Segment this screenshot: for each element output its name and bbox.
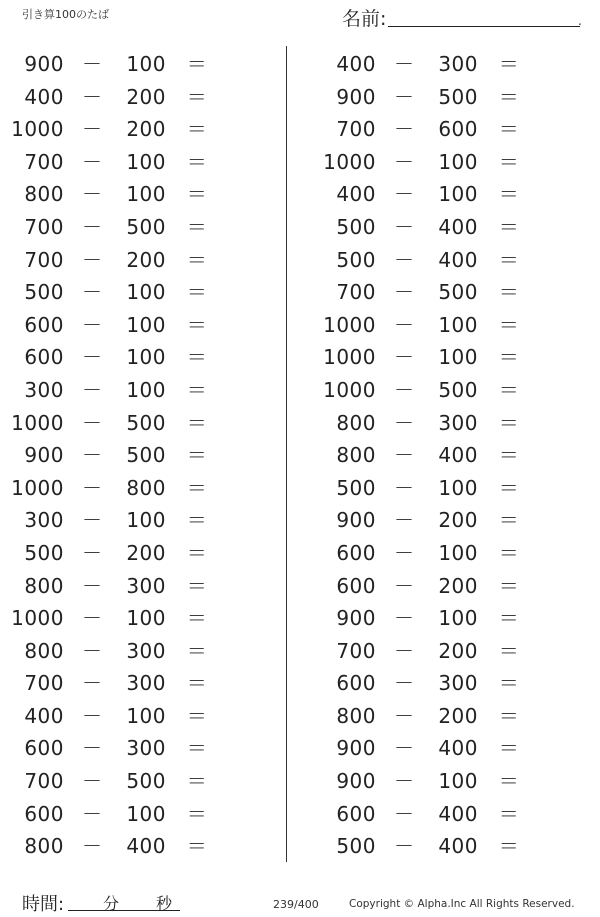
subtrahend: 800 <box>126 475 166 500</box>
equals-sign: ＝ <box>498 182 520 207</box>
equals-sign: ＝ <box>186 736 208 761</box>
minus-sign: － <box>82 377 103 402</box>
minus-sign: － <box>394 214 415 239</box>
minuend: 600 <box>24 312 64 337</box>
subtrahend: 100 <box>126 52 166 76</box>
minus-sign: － <box>394 801 415 826</box>
equals-sign: ＝ <box>186 540 208 565</box>
minus-sign: － <box>82 508 103 533</box>
equals-sign: ＝ <box>186 377 208 402</box>
minus-sign: － <box>82 606 103 631</box>
subtrahend: 300 <box>438 410 478 435</box>
subtrahend: 300 <box>126 638 166 663</box>
minus-sign: － <box>82 117 103 142</box>
equals-sign: ＝ <box>498 573 520 598</box>
minus-sign: － <box>394 377 415 402</box>
copyright-notice: Copyright © Alpha.Inc All Rights Reserved. <box>349 898 575 910</box>
minus-sign: － <box>394 703 415 728</box>
minus-sign: － <box>394 540 415 565</box>
equals-sign: ＝ <box>498 606 520 631</box>
minus-sign: － <box>82 149 103 174</box>
subtrahend: 100 <box>126 280 166 305</box>
subtrahend: 200 <box>438 573 478 598</box>
minuend: 400 <box>24 703 64 728</box>
minuend: 800 <box>336 443 376 468</box>
minuend: 400 <box>336 52 376 76</box>
subtrahend: 100 <box>126 149 166 174</box>
minus-sign: － <box>394 247 415 272</box>
subtrahend: 100 <box>438 312 478 337</box>
equals-sign: ＝ <box>186 671 208 696</box>
name-line-end-mark: . <box>578 14 582 28</box>
subtrahend: 400 <box>438 801 478 826</box>
minus-sign: － <box>82 475 103 500</box>
equals-sign: ＝ <box>498 247 520 272</box>
equals-sign: ＝ <box>498 834 520 859</box>
minus-sign: － <box>394 508 415 533</box>
equals-sign: ＝ <box>186 606 208 631</box>
minuend: 1000 <box>323 345 376 370</box>
minuend: 1000 <box>11 606 64 631</box>
equals-sign: ＝ <box>498 214 520 239</box>
equals-sign: ＝ <box>498 801 520 826</box>
minuend: 500 <box>336 214 376 239</box>
minuend: 1000 <box>11 410 64 435</box>
subtrahend: 400 <box>438 443 478 468</box>
minuend: 900 <box>336 736 376 761</box>
subtrahend: 100 <box>126 377 166 402</box>
equals-sign: ＝ <box>186 703 208 728</box>
minus-sign: － <box>82 182 103 207</box>
subtrahend: 400 <box>438 247 478 272</box>
minus-sign: － <box>82 834 103 859</box>
equals-sign: ＝ <box>186 84 208 109</box>
equals-sign: ＝ <box>186 312 208 337</box>
column-divider <box>286 46 287 862</box>
subtrahend: 100 <box>126 345 166 370</box>
equals-sign: ＝ <box>186 182 208 207</box>
subtrahend: 100 <box>438 149 478 174</box>
name-field <box>342 4 587 30</box>
equals-sign: ＝ <box>186 410 208 435</box>
minus-sign: － <box>82 769 103 794</box>
subtrahend: 200 <box>126 247 166 272</box>
subtrahend: 300 <box>438 52 478 76</box>
subtrahend: 100 <box>126 703 166 728</box>
equals-sign: ＝ <box>186 149 208 174</box>
minus-sign: － <box>394 606 415 631</box>
subtrahend: 400 <box>438 214 478 239</box>
minus-sign: － <box>394 573 415 598</box>
equals-sign: ＝ <box>498 149 520 174</box>
subtrahend: 400 <box>438 736 478 761</box>
minuend: 600 <box>24 345 64 370</box>
minuend: 700 <box>336 117 376 142</box>
minuend: 800 <box>24 182 64 207</box>
equals-sign: ＝ <box>186 52 208 76</box>
minuend: 900 <box>336 84 376 109</box>
subtrahend: 200 <box>126 117 166 142</box>
subtrahend: 300 <box>126 671 166 696</box>
subtrahend: 200 <box>126 540 166 565</box>
minuend: 700 <box>336 638 376 663</box>
minus-sign: － <box>82 280 103 305</box>
minuend: 600 <box>24 801 64 826</box>
minus-sign: － <box>82 736 103 761</box>
minus-sign: － <box>82 52 103 76</box>
minus-sign: － <box>394 410 415 435</box>
minuend: 1000 <box>323 312 376 337</box>
subtrahend: 200 <box>438 508 478 533</box>
equals-sign: ＝ <box>498 638 520 663</box>
minuend: 300 <box>24 377 64 402</box>
equals-sign: ＝ <box>498 769 520 794</box>
minuend: 500 <box>24 280 64 305</box>
page-number: 239/400 <box>273 898 319 911</box>
equals-sign: ＝ <box>498 736 520 761</box>
worksheet-title: 引き算100のたば <box>22 8 109 21</box>
seconds-label: 秒 <box>156 894 173 913</box>
minus-sign: － <box>82 312 103 337</box>
minus-sign: － <box>82 671 103 696</box>
equals-sign: ＝ <box>498 671 520 696</box>
minus-sign: － <box>394 671 415 696</box>
minuend: 1000 <box>11 475 64 500</box>
subtrahend: 100 <box>126 606 166 631</box>
name-label: 名前: <box>342 8 387 30</box>
minus-sign: － <box>394 84 415 109</box>
subtrahend: 200 <box>438 703 478 728</box>
minuend: 700 <box>24 769 64 794</box>
minuend: 900 <box>336 769 376 794</box>
minus-sign: － <box>394 475 415 500</box>
minuend: 500 <box>336 247 376 272</box>
subtrahend: 500 <box>438 84 478 109</box>
minus-sign: － <box>394 182 415 207</box>
minuend: 900 <box>24 52 64 76</box>
equals-sign: ＝ <box>186 508 208 533</box>
equals-sign: ＝ <box>186 117 208 142</box>
equals-sign: ＝ <box>186 345 208 370</box>
subtrahend: 100 <box>438 345 478 370</box>
minus-sign: － <box>82 84 103 109</box>
subtrahend: 100 <box>126 508 166 533</box>
subtrahend: 100 <box>438 606 478 631</box>
equals-sign: ＝ <box>186 801 208 826</box>
minus-sign: － <box>82 573 103 598</box>
minuend: 600 <box>336 671 376 696</box>
equals-sign: ＝ <box>498 312 520 337</box>
minus-sign: － <box>82 214 103 239</box>
equals-sign: ＝ <box>186 573 208 598</box>
minuend: 700 <box>24 214 64 239</box>
minus-sign: － <box>82 247 103 272</box>
minuend: 400 <box>336 182 376 207</box>
equals-sign: ＝ <box>186 214 208 239</box>
minus-sign: － <box>82 410 103 435</box>
subtrahend: 100 <box>438 540 478 565</box>
minuend: 1000 <box>323 149 376 174</box>
minus-sign: － <box>394 769 415 794</box>
equals-sign: ＝ <box>186 247 208 272</box>
time-label: 時間: <box>22 894 65 915</box>
subtrahend: 100 <box>126 801 166 826</box>
equals-sign: ＝ <box>186 834 208 859</box>
minuend: 800 <box>24 573 64 598</box>
subtrahend: 200 <box>126 84 166 109</box>
minuend: 500 <box>24 540 64 565</box>
minuend: 1000 <box>11 117 64 142</box>
subtrahend: 100 <box>438 475 478 500</box>
subtrahend: 600 <box>438 117 478 142</box>
subtrahend: 300 <box>438 671 478 696</box>
subtrahend: 100 <box>438 769 478 794</box>
minus-sign: － <box>394 834 415 859</box>
subtrahend: 500 <box>126 443 166 468</box>
subtrahend: 300 <box>126 736 166 761</box>
minuend: 600 <box>24 736 64 761</box>
minuend: 600 <box>336 573 376 598</box>
minus-sign: － <box>394 149 415 174</box>
subtrahend: 100 <box>126 312 166 337</box>
equals-sign: ＝ <box>498 703 520 728</box>
subtrahend: 500 <box>126 769 166 794</box>
subtrahend: 400 <box>126 834 166 859</box>
subtrahend: 400 <box>438 834 478 859</box>
subtrahend: 100 <box>438 182 478 207</box>
minuend: 800 <box>336 410 376 435</box>
minus-sign: － <box>394 52 415 76</box>
minus-sign: － <box>82 443 103 468</box>
minus-sign: － <box>394 280 415 305</box>
equals-sign: ＝ <box>498 508 520 533</box>
subtrahend: 200 <box>438 638 478 663</box>
equals-sign: ＝ <box>498 52 520 76</box>
subtrahend: 300 <box>126 573 166 598</box>
subtrahend: 500 <box>126 214 166 239</box>
minuend: 900 <box>24 443 64 468</box>
equals-sign: ＝ <box>498 475 520 500</box>
minuend: 700 <box>24 247 64 272</box>
name-writing-line <box>388 26 580 27</box>
minuend: 1000 <box>323 377 376 402</box>
equals-sign: ＝ <box>498 280 520 305</box>
subtrahend: 100 <box>126 182 166 207</box>
minus-sign: － <box>394 117 415 142</box>
equals-sign: ＝ <box>186 443 208 468</box>
equals-sign: ＝ <box>186 475 208 500</box>
minuend: 800 <box>24 834 64 859</box>
minuend: 700 <box>336 280 376 305</box>
equals-sign: ＝ <box>186 769 208 794</box>
equals-sign: ＝ <box>498 84 520 109</box>
equals-sign: ＝ <box>498 540 520 565</box>
equals-sign: ＝ <box>186 280 208 305</box>
minus-sign: － <box>82 638 103 663</box>
equals-sign: ＝ <box>498 117 520 142</box>
equals-sign: ＝ <box>498 377 520 402</box>
subtrahend: 500 <box>438 377 478 402</box>
equals-sign: ＝ <box>498 410 520 435</box>
minuend: 700 <box>24 149 64 174</box>
minuend: 800 <box>24 638 64 663</box>
equals-sign: ＝ <box>498 443 520 468</box>
minuend: 600 <box>336 540 376 565</box>
minus-sign: － <box>394 345 415 370</box>
minus-sign: － <box>82 801 103 826</box>
minutes-label: 分 <box>103 894 120 913</box>
minus-sign: － <box>394 638 415 663</box>
minuend: 400 <box>24 84 64 109</box>
equals-sign: ＝ <box>498 345 520 370</box>
minuend: 500 <box>336 834 376 859</box>
minuend: 600 <box>336 801 376 826</box>
minuend: 700 <box>24 671 64 696</box>
minus-sign: － <box>82 703 103 728</box>
minuend: 800 <box>336 703 376 728</box>
minus-sign: － <box>394 443 415 468</box>
minuend: 300 <box>24 508 64 533</box>
minus-sign: － <box>394 736 415 761</box>
minuend: 900 <box>336 508 376 533</box>
minuend: 900 <box>336 606 376 631</box>
minus-sign: － <box>82 345 103 370</box>
minus-sign: － <box>82 540 103 565</box>
minuend: 500 <box>336 475 376 500</box>
subtrahend: 500 <box>126 410 166 435</box>
minus-sign: － <box>394 312 415 337</box>
equals-sign: ＝ <box>186 638 208 663</box>
subtrahend: 500 <box>438 280 478 305</box>
